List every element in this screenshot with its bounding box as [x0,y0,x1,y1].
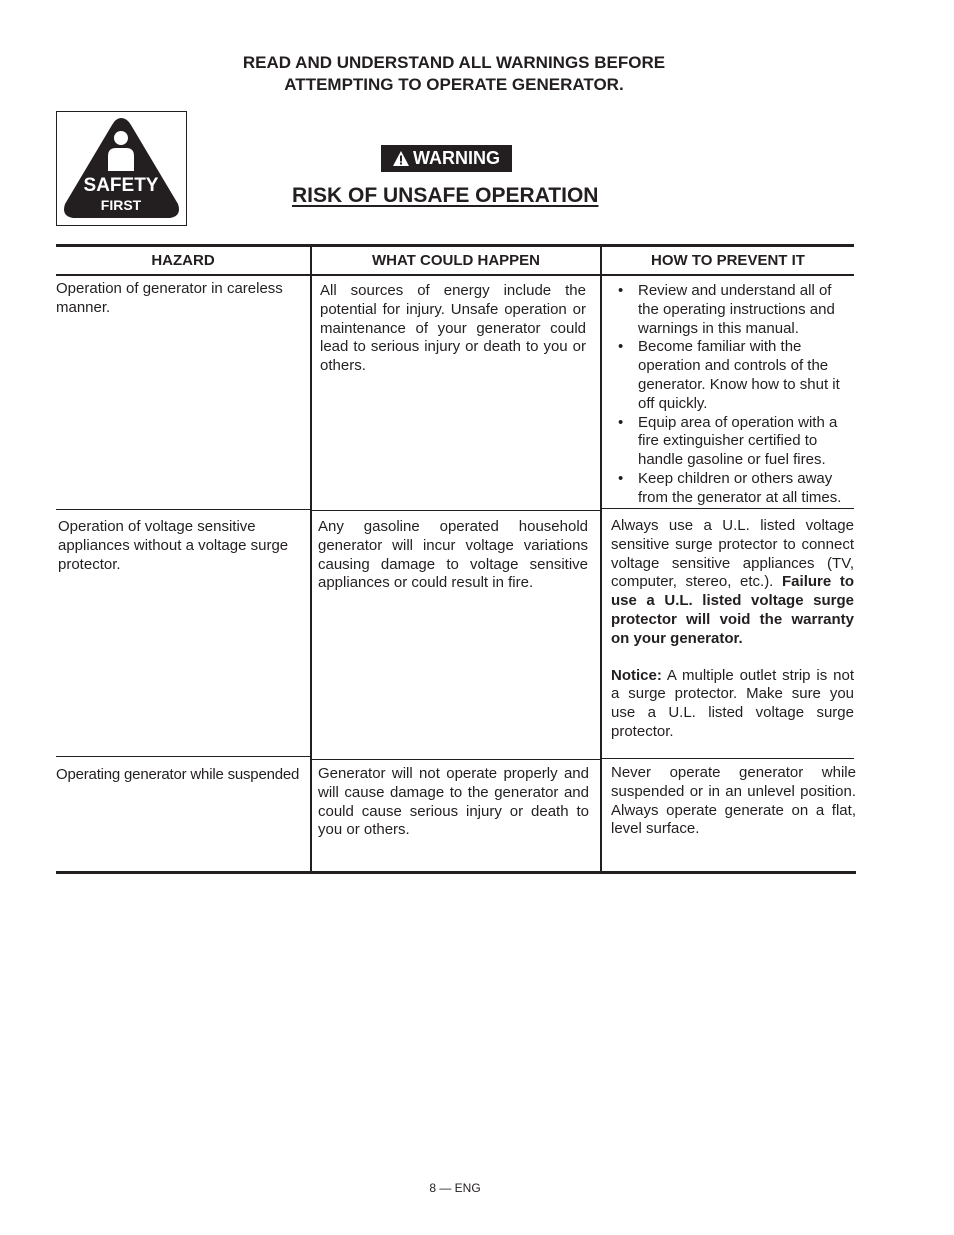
row-2-what: Any gasoline operated household generator will incur voltage variations causing damage to voltage sensitive appliances or could result in fire. [318,518,588,592]
row-2-prevent-text: Always use a U.L. listed voltage sensitive surge protector to connect voltage sensitive appliances (TV, computer, stereo, etc.). [611,517,854,591]
logo-text-top: SAFETY [83,175,159,196]
column-divider [600,246,602,873]
notice-label: Notice: [611,666,662,684]
notice-text: A multiple outlet strip is not a surge protector. Make sure you use a U.L. listed voltage surge protector. [611,666,854,740]
row-2-prevent [611,517,854,742]
row-3-hazard: Operating generator while suspended [56,766,300,783]
prevent-bullet: • Keep children or others away from the generator at all times. [610,470,854,508]
header-hazard: HAZARD [151,252,215,269]
table-bottom-rule [56,871,856,874]
row-divider [310,759,600,760]
section-title: RISK OF UNSAFE OPERATION [292,184,599,207]
header-line-2: ATTEMPTING TO OPERATE GENERATOR. [284,75,624,94]
row-2-prevent-bold: Failure to use a U.L. listed voltage surge protector will void the warranty on your generator. [611,573,854,647]
row-1-hazard: Operation of generator in careless manner. [56,280,283,316]
row-divider [310,510,600,511]
row-1-what: All sources of energy include the potential for injury. Unsafe operation or maintenance of your generator could lead to serious injury or death to you or others. [320,282,586,375]
row-3-what: Generator will not operate properly and will cause damage to the generator and could cause serious injury or death to you or others. [318,765,589,839]
warning-label: WARNING [413,148,500,168]
row-2-hazard: Operation of voltage sensitive appliances without a voltage surge protector. [58,518,289,573]
prevent-bullet: • Review and understand all of the operating instructions and warnings in this manual. [610,282,854,338]
safety-first-logo [56,111,187,226]
header-how-to-prevent: HOW TO PREVENT IT [651,252,805,269]
row-3-prevent: Never operate generator while suspended or in an unlevel position. Always operate generate on a flat, level surface. [611,764,856,838]
header-line-1: READ AND UNDERSTAND ALL WARNINGS BEFORE [242,53,666,72]
row-divider [600,758,854,759]
column-divider [310,246,312,873]
prevent-bullet: • Equip area of operation with a fire extinguisher certified to handle gasoline or fuel fires. [610,414,854,470]
table-header-rule [56,274,854,276]
warning-badge [381,145,512,172]
header-what-could-happen: WHAT COULD HAPPEN [371,252,541,269]
safety-first-person-triangle-icon [57,112,186,225]
page-footer: 8 — ENG [429,1181,481,1195]
row-divider [56,756,310,757]
prevent-bullet: • Become familiar with the operation and controls of the generator. Know how to shut it off quickly. [610,338,854,413]
row-divider [600,508,854,509]
row-divider [56,509,310,510]
page-header [0,52,908,96]
logo-text-bottom: FIRST [100,197,142,213]
exclamation-triangle-icon [393,151,409,166]
table-top-rule [56,244,854,247]
row-1-prevent [610,282,854,508]
